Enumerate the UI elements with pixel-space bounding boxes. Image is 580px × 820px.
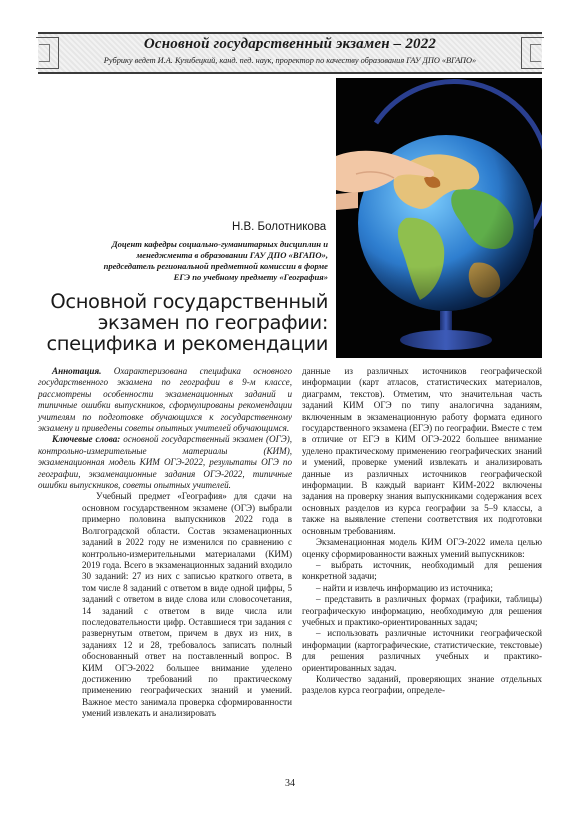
rubric-banner <box>38 32 542 74</box>
left-column <box>38 366 292 720</box>
page-number: 34 <box>285 778 295 789</box>
abstract-label: Аннотация. <box>52 366 102 376</box>
globe-illustration <box>336 78 542 358</box>
article-title <box>28 291 328 354</box>
globe-photo <box>336 78 542 358</box>
keywords-text: основной государственный экзамен (ОГЭ), контрольно-измерительные материалы (КИМ), экзаменационная модель КИМ ОГЭ-2022, результаты ОГЭ по географии, экзаменационные задания ОГЭ-2022, типичные ошибки выпускников, советы опытных учителей. <box>38 434 292 491</box>
rubric-title: Основной государственный экзамен – 2022 <box>143 36 437 52</box>
abstract <box>38 366 292 434</box>
rubric-editor: Рубрику ведет И.А. Кузибецкий, канд. пед. наук, проректор по качеству образования ГАУ ДПО «ВГАПО» <box>103 56 477 65</box>
list-item: – найти и извлечь информацию из источника; <box>316 582 493 593</box>
list-item: – выбрать источник, необходимый для решения конкретной задачи; <box>302 559 542 582</box>
keywords-label: Ключевые слова: <box>52 434 121 445</box>
article-title-line: специфика и рекомендации <box>46 332 328 355</box>
author-name: Н.В. Болотникова <box>232 221 327 233</box>
body-paragraph: Учебный предмет «География» для сдачи на основном государственном экзамене (ОГЭ) выбрали примерно половина выпускников 2022 года в Волгоградской области. Состав экзаменационных заданий в 2022 году не изменился по сравнению с контрольно-измерительными материалами (КИМ) 2019 года. Всего в экзаменационных заданий входило 30 заданий: 27 из них с записью краткого ответа, в том числе 8 заданий с ответом в виде одной цифры, 5 заданий с ответом в виде слова или словосочетания, 14 заданий с ответом в виде числа или последовательности цифр. Оставшиеся три задания с развернутым ответом, причем в двух из них, в заданиях 12 и 28, требовалось записать полный обоснованный ответ на поставленный вопрос. В КИМ ОГЭ-2022 большее внимание уделено достижению требований по практическому применению географических знаний и умений. Важное место занимала проверка сформированности умений извлекать и анализировать <box>82 491 292 719</box>
list-item: – использовать различные источники географической информации (картографические, статистические, текстовые) для решения различных учебных и практико-ориентированных задач. <box>302 628 542 673</box>
author-affiliation: Доцент кафедры социально-гуманитарных дисциплин и менеджмента в образовании ГАУ ДПО «ВГАПО», председатель региональной предметной комиссии в форме ЕГЭ по учебному предмету «География» <box>103 239 328 282</box>
body-paragraph: данные из различных источников географической информации (карт атласов, статистических материалов, диаграмм, текстов). Отметим, что значительная часть заданий КИМ ОГЭ по типу аналогична заданиям, включенным в экзаменационную работу формата единого государственного экзамена (ЕГЭ) по географии. Вместе с тем в отличие от ЕГЭ в КИМ ОГЭ-2022 большее внимание уделено практическому применению географических знаний и умений, проверке умений извлекать и анализировать данные из различных источников географической информации. В каждый вариант КИМ-2022 включены задания на проверку знания выпускниками содержания всех основных разделов из курса географии за 5–9 классы, а также на выявление степени соответствия их подготовки основным требованиям. <box>302 366 542 536</box>
keywords <box>38 434 292 491</box>
abstract-text: Охарактеризована специфика основного государственного экзамена по географии в 9-м классе, рассмотрены особенности экзаменационных заданий и типичные ошибки выпускников, сформулированы рекомендации учителям по подготовке обучающихся к государственному экзамену и приведены советы опытных учителей обучающимся. <box>38 366 292 434</box>
right-column <box>302 366 542 697</box>
body-paragraph: Количество заданий, проверяющих знание отдельных разделов курса географии, определе- <box>302 673 542 696</box>
article-title-line: Основной государственный <box>50 290 328 313</box>
list-item: – представить в различных формах (графики, таблицы) географическую информацию, необходимую для решения учебных и практико-ориентированных задач; <box>302 594 542 627</box>
body-paragraph: Экзаменационная модель КИМ ОГЭ-2022 имела целью оценку сформированности важных умений выпускников: <box>302 537 542 559</box>
article-title-line: экзамен по географии: <box>97 311 328 334</box>
